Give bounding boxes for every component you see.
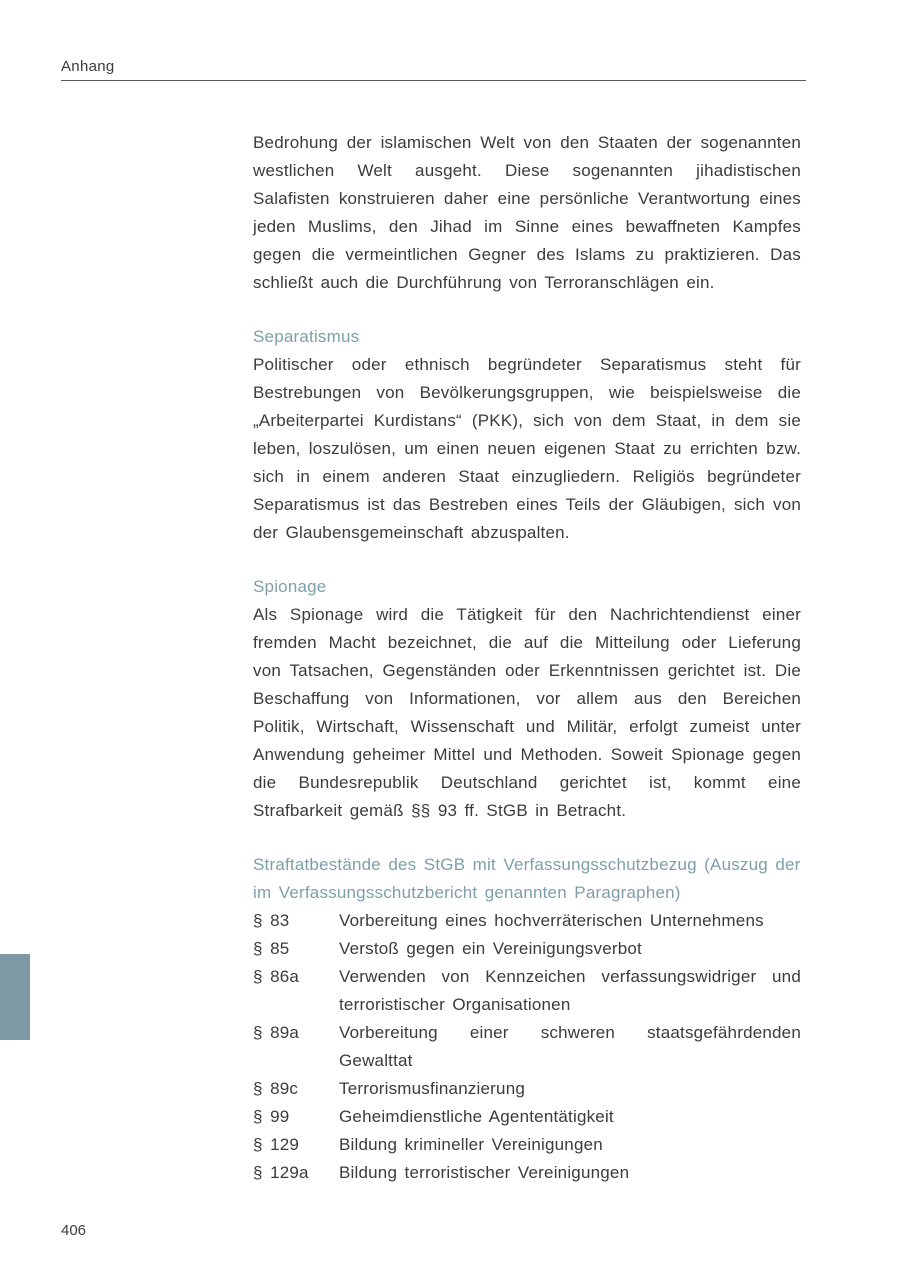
statute-code: § 89c (253, 1079, 299, 1098)
statute-row (253, 935, 801, 963)
statute-code: § 86a (253, 967, 300, 986)
statute-code: § 129 (253, 1135, 300, 1154)
section-spionage (253, 573, 801, 825)
chapter-edge-tab (0, 954, 30, 1040)
section-heading-separatismus: Separatismus (253, 327, 360, 346)
page-content (253, 129, 801, 1187)
statute-description: Verstoß gegen ein Vereinigungsverbot (339, 939, 642, 958)
statute-description: Vorbereitung eines hochverräterischen Unternehmens (339, 911, 764, 930)
statute-row (253, 1131, 801, 1159)
section-heading-spionage: Spionage (253, 577, 327, 596)
statute-code: § 85 (253, 939, 290, 958)
header-rule (61, 80, 806, 81)
statute-row (253, 1075, 801, 1103)
statute-row (253, 963, 801, 1019)
section-statutes (253, 851, 801, 1187)
statute-code: § 99 (253, 1107, 290, 1126)
intro-paragraph: Bedrohung der islamischen Welt von den Staaten der sogenannten westlichen Welt ausgeht. Diese sogenannten jihadistischen Salafisten konstruieren daher eine persönliche Verantwortung eines jeden Muslims, den Jihad im Sinne eines bewaffneten Kampfes gegen die vermeintlichen Gegner des Islams zu praktizieren. Das schließt auch die Durchführung von Terroranschlägen ein. (253, 133, 801, 292)
running-header: Anhang (61, 58, 115, 75)
section-body-separatismus: Politischer oder ethnisch begründeter Separatismus steht für Bestrebungen von Bevölkerungsgruppen, wie beispielsweise die „Arbeiterpartei Kurdistans“ (PKK), sich von dem Staat, in dem sie leben, loszulösen, um einen neuen eigenen Staat zu errichten bzw. sich in einem anderen Staat einzugliedern. Religiös begründeter Separatismus ist das Bestreben eines Teils der Gläubigen, sich von der Glaubensgemeinschaft abzuspalten. (253, 355, 801, 542)
statute-row (253, 1103, 801, 1131)
page-number: 406 (61, 1222, 87, 1239)
statute-description: Terrorismusfinanzierung (339, 1079, 526, 1098)
statute-code: § 129a (253, 1163, 309, 1182)
statute-row (253, 1019, 801, 1075)
statute-description: Bildung krimineller Vereinigungen (339, 1135, 603, 1154)
section-body-spionage: Als Spionage wird die Tätigkeit für den Nachrichtendienst einer fremden Macht bezeichnet, die auf die Mitteilung oder Lieferung von Tatsachen, Gegenständen oder Erkenntnissen gerichtet ist. Die Beschaffung von Informationen, vor allem aus den Bereichen Politik, Wirtschaft, Wissenschaft und Militär, erfolgt zumeist unter Anwendung geheimer Mittel und Methoden. Soweit Spionage gegen die Bundesrepublik Deutschland gerichtet ist, kommt eine Strafbarkeit gemäß §§ 93 ff. StGB in Betracht. (253, 605, 801, 820)
section-heading-statutes: Straftatbestände des StGB mit Verfassungsschutzbezug (Auszug der im Verfassungsschutzbericht genannten Paragraphen) (253, 855, 801, 902)
section-separatismus (253, 323, 801, 547)
statute-description: Vorbereitung einer schweren staatsgefährdenden Gewalttat (339, 1023, 801, 1070)
statute-row (253, 907, 801, 935)
statute-description: Bildung terroristischer Vereinigungen (339, 1163, 630, 1182)
statute-row (253, 1159, 801, 1187)
statute-code: § 89a (253, 1023, 300, 1042)
statute-list (253, 907, 801, 1187)
statute-description: Verwenden von Kennzeichen verfassungswidriger und terroristischer Organisationen (339, 967, 801, 1014)
statute-description: Geheimdienstliche Agententätigkeit (339, 1107, 614, 1126)
statute-code: § 83 (253, 911, 290, 930)
